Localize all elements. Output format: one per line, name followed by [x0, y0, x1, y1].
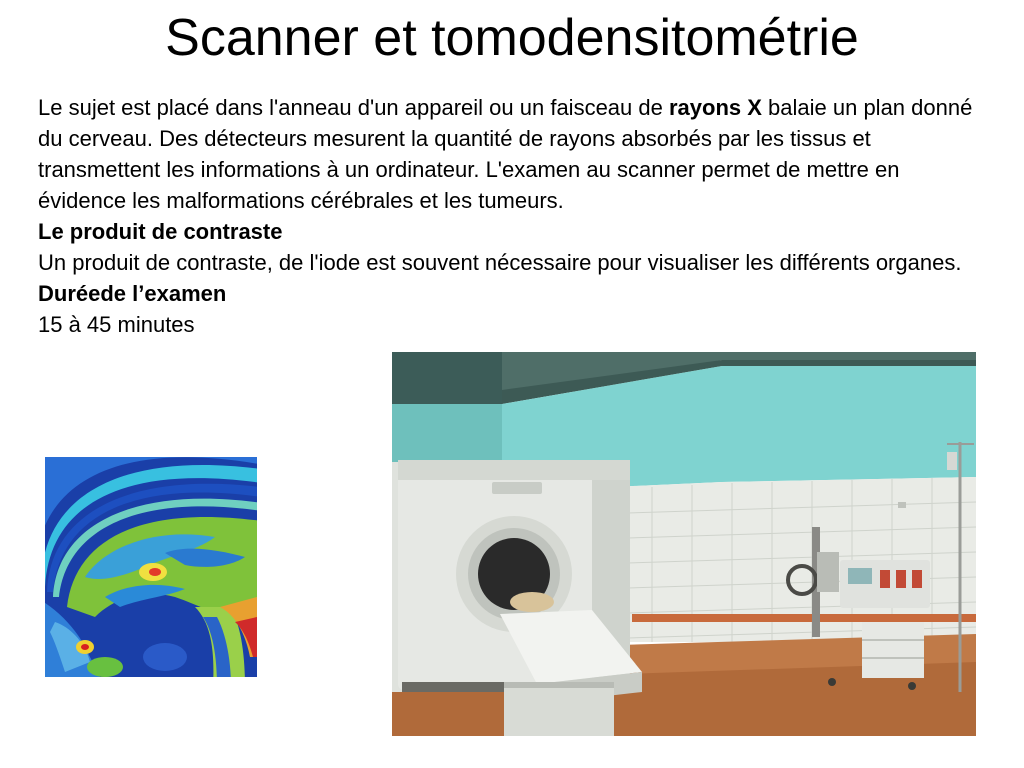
duration-heading: Duréede l’examen: [38, 281, 227, 306]
ct-scanner-room-photo: [392, 352, 976, 736]
slide-body: [38, 92, 988, 340]
intro-text-bold: rayons X: [668, 95, 762, 120]
mri-brain-scan-image: [45, 457, 257, 677]
intro-paragraph: [38, 92, 988, 216]
duration-text: 15 à 45 minutes: [38, 312, 195, 337]
intro-text-part2: balaie un plan donné du cerveau. Des détecteurs mesurent la quantité de rayons absorbés par les tissus et transmettent les informations à un ordinateur. L'examen au scanner permet de mettre en évidence les malformations cérébrales et les tumeurs.: [38, 95, 973, 213]
slide-title: Scanner et tomodensitométrie: [165, 9, 859, 67]
contrast-text: Un produit de contraste, de l'iode est souvent nécessaire pour visualiser les différents organes.: [38, 250, 962, 275]
intro-text-part1: Le sujet est placé dans l'anneau d'un appareil ou un faisceau de: [38, 95, 669, 120]
contrast-heading: Le produit de contraste: [38, 219, 283, 244]
